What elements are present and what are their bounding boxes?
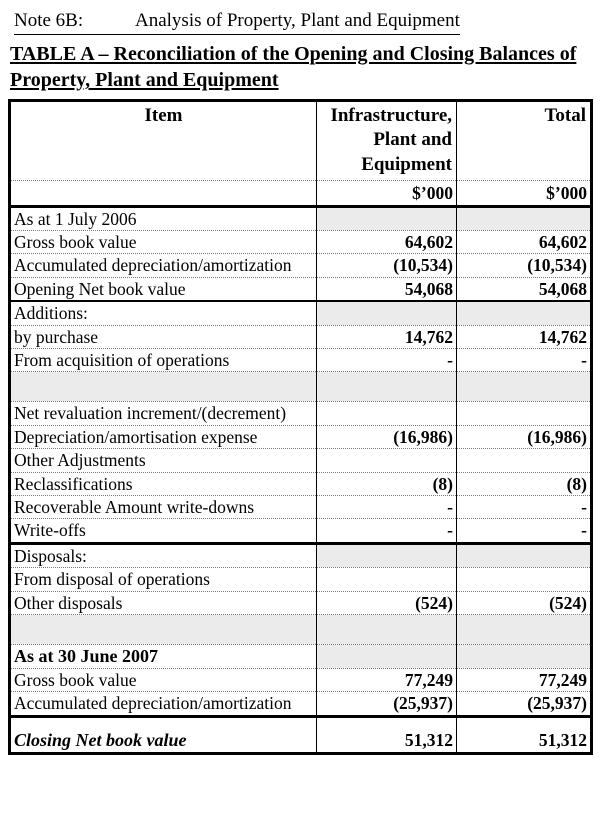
row-label: Recoverable Amount write-downs <box>10 495 317 518</box>
table-row <box>10 495 592 518</box>
row-value-infrastructure <box>317 372 457 402</box>
row-value-total: (25,937) <box>457 692 592 716</box>
table-row <box>10 277 592 301</box>
row-value-infrastructure <box>317 449 457 472</box>
table-row <box>10 591 592 614</box>
row-value-total <box>457 568 592 591</box>
unit-total: $’000 <box>457 180 592 206</box>
table-row <box>10 568 592 591</box>
row-value-infrastructure <box>317 568 457 591</box>
row-label: Accumulated depreciation/amortization <box>10 692 317 716</box>
row-value-infrastructure: 64,602 <box>317 231 457 254</box>
table-body <box>10 206 592 753</box>
row-label: Other disposals <box>10 591 317 614</box>
table-row <box>10 716 592 753</box>
row-label: Other Adjustments <box>10 449 317 472</box>
row-label: Disposals: <box>10 543 317 567</box>
spacer-row <box>10 372 592 402</box>
row-value-infrastructure: 14,762 <box>317 325 457 348</box>
row-label <box>10 372 317 402</box>
row-label: Additions: <box>10 301 317 325</box>
table-row <box>10 301 592 325</box>
row-value-infrastructure: (524) <box>317 591 457 614</box>
table-row <box>10 519 592 543</box>
row-value-total: - <box>457 348 592 371</box>
row-value-total: 64,602 <box>457 231 592 254</box>
table-row <box>10 425 592 448</box>
table-header-row <box>10 100 592 180</box>
row-value-infrastructure: 51,312 <box>317 716 457 753</box>
row-value-infrastructure: (25,937) <box>317 692 457 716</box>
row-value-infrastructure: (16,986) <box>317 425 457 448</box>
table-row <box>10 206 592 230</box>
row-value-total: - <box>457 519 592 543</box>
note-title: Analysis of Property, Plant and Equipment <box>135 10 460 31</box>
row-label: Net revaluation increment/(decrement) <box>10 402 317 425</box>
row-label <box>10 614 317 644</box>
row-label: Closing Net book value <box>10 716 317 753</box>
table-row <box>10 543 592 567</box>
row-label: Opening Net book value <box>10 277 317 301</box>
row-label: Write-offs <box>10 519 317 543</box>
row-label: Reclassifications <box>10 472 317 495</box>
table-row <box>10 254 592 277</box>
row-value-infrastructure <box>317 614 457 644</box>
row-value-infrastructure <box>317 402 457 425</box>
row-label: Gross book value <box>10 231 317 254</box>
row-label: by purchase <box>10 325 317 348</box>
table-row <box>10 472 592 495</box>
row-label: As at 1 July 2006 <box>10 206 317 230</box>
row-value-infrastructure: (8) <box>317 472 457 495</box>
row-value-total <box>457 543 592 567</box>
row-label: From disposal of operations <box>10 568 317 591</box>
row-value-total <box>457 301 592 325</box>
table-row <box>10 644 592 668</box>
row-value-total <box>457 449 592 472</box>
table-title: TABLE A – Reconciliation of the Opening and Closing Balances of Property, Plant and Equipment <box>10 42 577 92</box>
row-value-total <box>457 372 592 402</box>
row-label: Accumulated depreciation/amortization <box>10 254 317 277</box>
row-value-infrastructure <box>317 543 457 567</box>
header-total: Total <box>457 100 592 180</box>
units-row <box>10 180 592 206</box>
row-label: Gross book value <box>10 668 317 691</box>
row-value-infrastructure: - <box>317 519 457 543</box>
row-value-total: (524) <box>457 591 592 614</box>
row-value-total: 14,762 <box>457 325 592 348</box>
unit-infrastructure: $’000 <box>317 180 457 206</box>
header-item: Item <box>10 100 317 180</box>
table-row <box>10 231 592 254</box>
row-label: Depreciation/amortisation expense <box>10 425 317 448</box>
row-value-total <box>457 206 592 230</box>
row-value-infrastructure: - <box>317 348 457 371</box>
row-value-total: 51,312 <box>457 716 592 753</box>
note-heading <box>14 10 460 35</box>
header-infrastructure-plant-equipment: Infrastructure, Plant and Equipment <box>317 100 457 180</box>
row-value-infrastructure <box>317 644 457 668</box>
table-row <box>10 692 592 716</box>
table-row <box>10 668 592 691</box>
row-value-total <box>457 402 592 425</box>
row-value-total: (16,986) <box>457 425 592 448</box>
row-label: From acquisition of operations <box>10 348 317 371</box>
row-value-infrastructure: 54,068 <box>317 277 457 301</box>
row-value-total: (10,534) <box>457 254 592 277</box>
note-label: Note 6B: <box>14 10 84 31</box>
table-row <box>10 449 592 472</box>
table-row <box>10 402 592 425</box>
row-label: As at 30 June 2007 <box>10 644 317 668</box>
row-value-infrastructure: (10,534) <box>317 254 457 277</box>
unit-empty-cell <box>10 180 317 206</box>
row-value-total: - <box>457 495 592 518</box>
row-value-total <box>457 614 592 644</box>
row-value-infrastructure <box>317 301 457 325</box>
row-value-infrastructure <box>317 206 457 230</box>
spacer-row <box>10 614 592 644</box>
row-value-total: 77,249 <box>457 668 592 691</box>
table-row <box>10 348 592 371</box>
table-row <box>10 325 592 348</box>
row-value-total: (8) <box>457 472 592 495</box>
row-value-infrastructure: 77,249 <box>317 668 457 691</box>
row-value-infrastructure: - <box>317 495 457 518</box>
reconciliation-table <box>8 99 593 755</box>
row-value-total <box>457 644 592 668</box>
row-value-total: 54,068 <box>457 277 592 301</box>
